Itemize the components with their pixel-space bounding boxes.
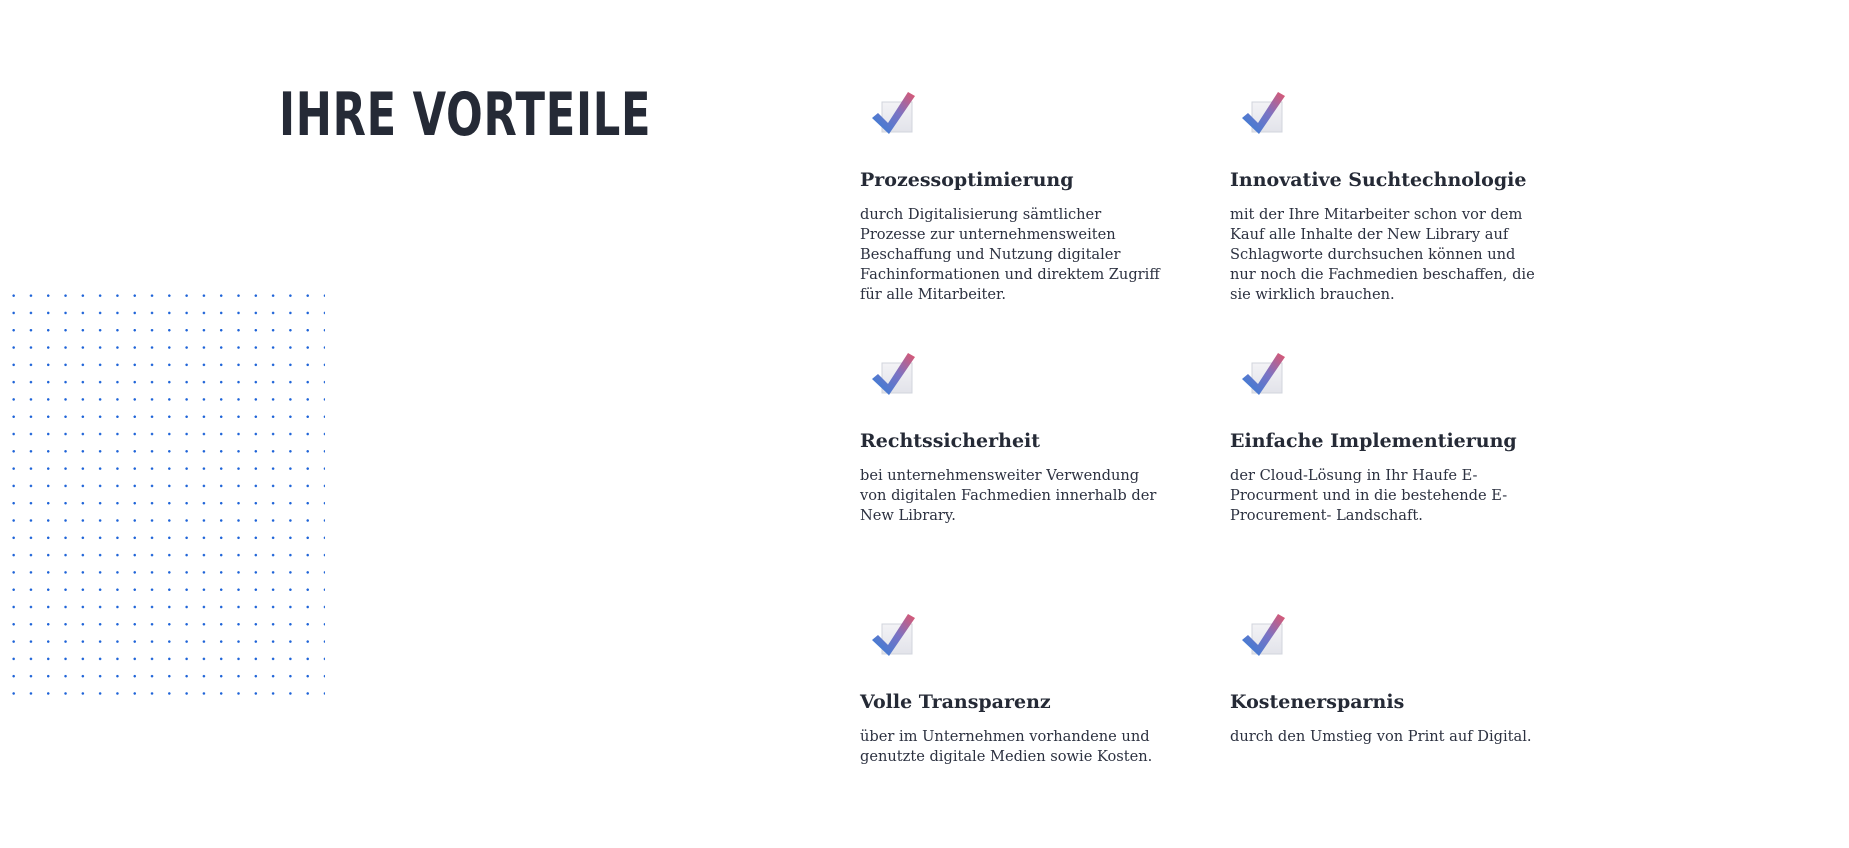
- feature-title: Volle Transparenz: [860, 691, 1051, 713]
- feature-title: Kostenersparnis: [1230, 691, 1405, 713]
- checkmark-icon: [1238, 610, 1288, 662]
- feature-description: bei unternehmensweiter Verwendung von digitalen Fachmedien innerhalb der New Library.: [860, 467, 1157, 524]
- feature-description: durch Digitalisierung sämtlicher Prozesse zur unternehmensweiten Beschaffung und Nutzung digitaler Fachinformationen und direktem Zugriff für alle Mitarbeiter.: [860, 206, 1160, 303]
- page-title: IHRE VORTEILE: [279, 80, 652, 150]
- feature-description: der Cloud-Lösung in Ihr Haufe E-Procurment und in die bestehende E-Procurement- Landschaft.: [1230, 467, 1508, 524]
- checkmark-icon: [1238, 349, 1288, 401]
- feature-description: durch den Umstieg von Print auf Digital.: [1230, 728, 1532, 745]
- checkmark-icon: [868, 349, 918, 401]
- feature-description: über im Unternehmen vorhandene und genutzte digitale Medien sowie Kosten.: [860, 728, 1153, 765]
- feature-description: mit der Ihre Mitarbeiter schon vor dem Kauf alle Inhalte der New Library auf Schlagworte durchsuchen können und nur noch die Fachmedien beschaffen, die sie wirklich brauchen.: [1230, 206, 1535, 303]
- feature-title: Innovative Suchtechnologie: [1230, 169, 1527, 191]
- checkmark-icon: [1238, 88, 1288, 140]
- checkmark-icon: [868, 88, 918, 140]
- feature-grid: [860, 88, 1630, 788]
- dot-pattern-decoration: [5, 287, 325, 707]
- feature-title: Rechtssicherheit: [860, 430, 1041, 452]
- feature-title: Prozessoptimierung: [860, 169, 1074, 191]
- checkmark-icon: [868, 610, 918, 662]
- feature-title: Einfache Implementierung: [1230, 430, 1517, 452]
